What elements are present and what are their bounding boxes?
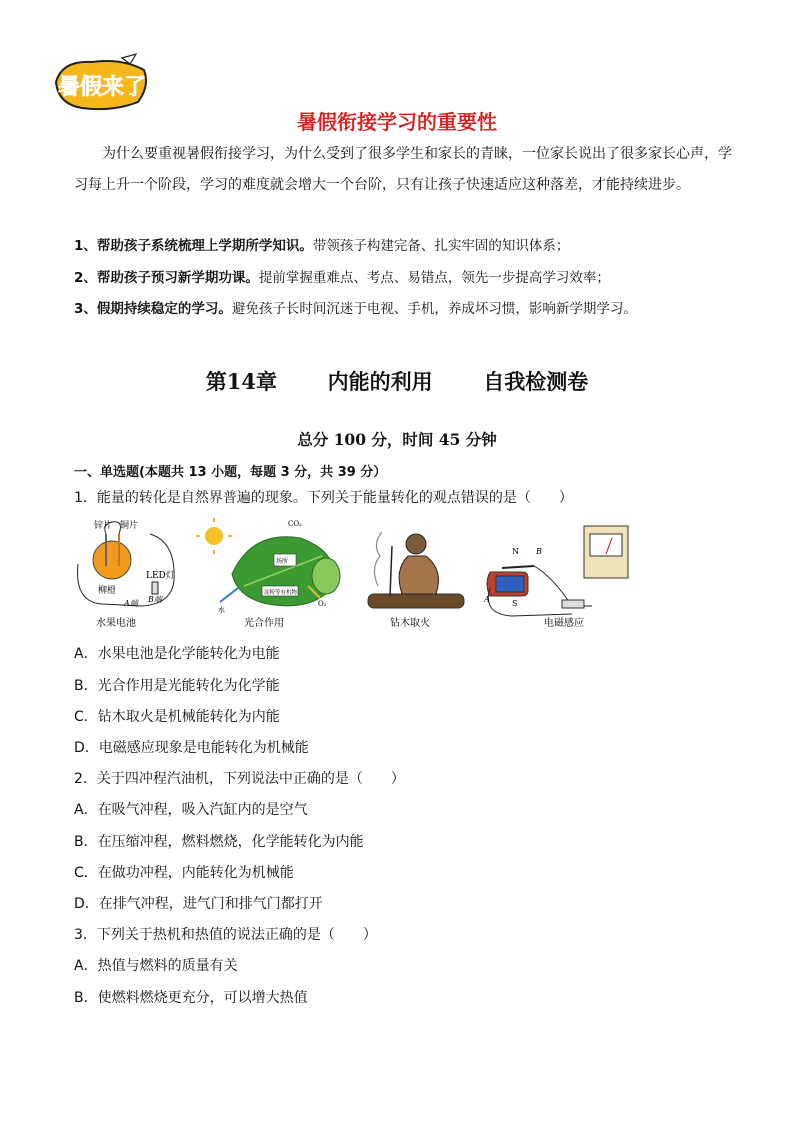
electromagnetic-induction-figure (483, 526, 628, 629)
point-2 (74, 268, 744, 288)
chapter-heading (0, 366, 794, 396)
point-1-bold: 1、帮助孩子系统梳理上学期所学知识。 (74, 238, 313, 254)
label-site: 场所 (276, 558, 289, 565)
energy-figures (72, 516, 632, 634)
label-b-end: B端 (148, 595, 162, 604)
point-1-text: 带领孩子构建完备、扎实牢固的知识体系； (312, 238, 570, 254)
summer-logo (52, 52, 152, 114)
label-n: N (512, 547, 519, 556)
intro-paragraph: 为什么要重视暑假衔接学习，为什么受到了很多学生和家长的青睐，一位家长说出了很多家长心声，学习每上升一个阶段，学习的难度就会增大一个台阶，只有让孩子快速适应这种落差，才能持续进步。 (74, 146, 732, 193)
q3-option-a: A．热值与燃料的质量有关 (74, 958, 238, 974)
label-o2: O₂ (318, 600, 327, 608)
point-3-bold: 3、假期持续稳定的学习。 (74, 301, 232, 317)
q1-option-d: D．电磁感应现象是电能转化为机械能 (74, 740, 309, 756)
question-2-stem: 2．关于四冲程汽油机，下列说法中正确的是（ ） (74, 771, 405, 787)
caption-fruit-battery: 水果电池 (96, 618, 136, 629)
label-water: 水 (218, 606, 225, 614)
section-heading: 一、单选题(本题共 13 小题，每题 3 分，共 39 分） (74, 465, 387, 480)
page-title: 暑假衔接学习的重要性 (297, 110, 497, 134)
label-zinc: 锌片 (94, 521, 113, 531)
q1-option-b: B．光合作用是光能转化为化学能 (74, 678, 280, 694)
label-co2: CO₂ (288, 520, 302, 528)
point-3-text: 避免孩子长时间沉迷于电视、手机，养成坏习惯，影响新学期学习。 (231, 301, 637, 317)
chapter-topic: 内能的利用 (327, 369, 433, 394)
chapter-type: 自我检测卷 (483, 369, 589, 394)
photosynthesis-figure (196, 518, 340, 629)
label-starch: 淀粉等有机物 (264, 590, 298, 596)
logo-text: 暑假来了 (57, 75, 147, 100)
point-3 (74, 299, 744, 319)
drilling-fire-figure (368, 532, 464, 629)
caption-electromagnetic-induction: 电磁感应 (544, 618, 584, 629)
q2-option-d: D．在排气冲程，进气门和排气门都打开 (74, 896, 323, 912)
label-copper: 铜片 (120, 521, 139, 531)
q2-option-c: C．在做功冲程，内能转化为机械能 (74, 865, 294, 881)
caption-drilling-fire: 钻木取火 (390, 618, 430, 629)
q2-option-a: A．在吸气冲程，吸入汽缸内的是空气 (74, 802, 308, 818)
label-a-end: A端 (124, 599, 138, 608)
q1-option-a: A．水果电池是化学能转化为电能 (74, 646, 280, 662)
q1-option-c: C．钻木取火是机械能转化为内能 (74, 709, 280, 725)
label-s: S (512, 599, 518, 608)
q3-option-b: B．使燃料燃烧更充分，可以增大热值 (74, 990, 308, 1006)
question-3-stem: 3．下列关于热机和热值的说法正确的是（ ） (74, 927, 377, 943)
point-2-text: 提前掌握重难点、考点、易错点，领先一步提高学习效率； (258, 270, 610, 286)
question-1-stem: 1．能量的转化是自然界普遍的现象。下列关于能量转化的观点错误的是（ ） (74, 490, 573, 506)
score-line: 总分 100 分，时间 45 分钟 (297, 430, 497, 449)
label-led: LED灯 (146, 571, 175, 581)
label-a: A (484, 595, 490, 604)
label-b: B (536, 547, 542, 556)
caption-photosynthesis: 光合作用 (244, 618, 284, 629)
q2-option-b: B．在压缩冲程，燃料燃烧，化学能转化为内能 (74, 834, 364, 850)
label-orange: 柳橙 (98, 586, 117, 596)
chapter-number: 第14章 (205, 369, 277, 394)
point-1 (74, 236, 744, 256)
point-2-bold: 2、帮助孩子预习新学期功课。 (74, 270, 259, 286)
fruit-battery-figure (78, 519, 175, 629)
